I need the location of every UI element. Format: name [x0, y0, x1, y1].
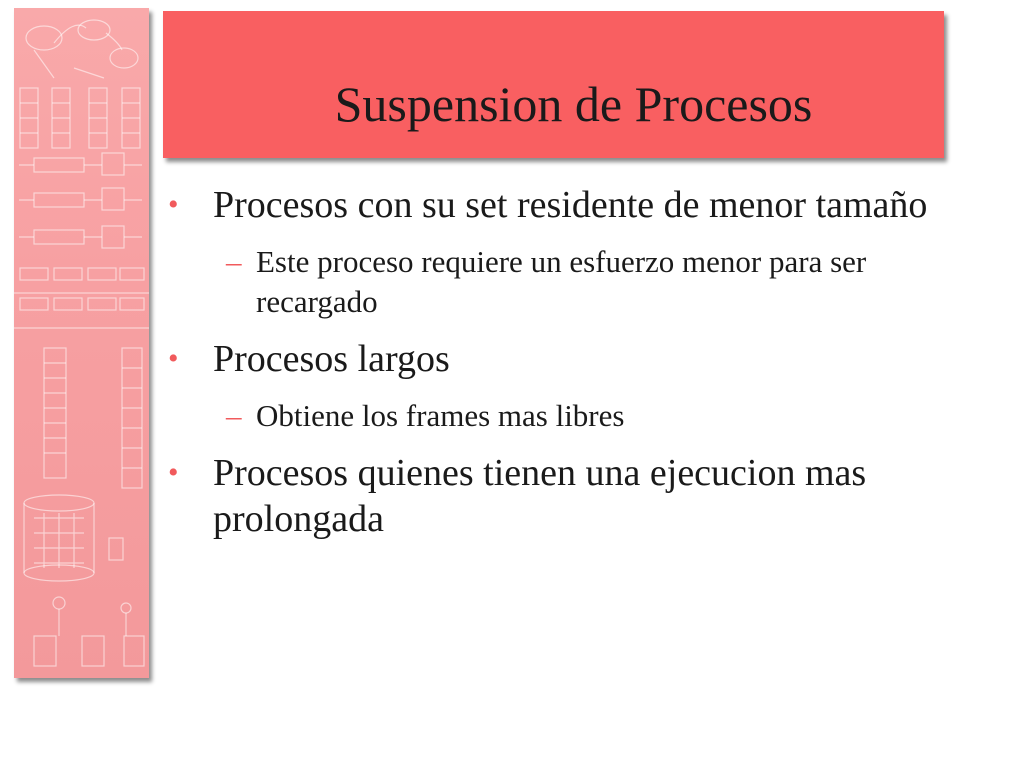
sub-bullet-item: [168, 396, 958, 436]
bullet-list: [168, 182, 958, 556]
sub-bullet-text: Este proceso requiere un esfuerzo menor para ser recargado: [256, 244, 867, 319]
sub-bullet-item: [168, 242, 958, 322]
bullet-marker: •: [168, 342, 179, 375]
background-diagram-graphic: [14, 8, 149, 678]
sub-bullet-marker: –: [226, 244, 242, 279]
side-diagram-panel: [14, 8, 149, 678]
bullet-item: [168, 182, 958, 228]
title-banner: [163, 11, 944, 158]
bullet-marker: •: [168, 188, 179, 221]
bullet-text: Procesos largos: [213, 338, 450, 380]
slide-title: Suspension de Procesos: [334, 76, 813, 132]
sub-bullet-marker: –: [226, 398, 242, 433]
bullet-item: [168, 450, 958, 542]
bullet-item: [168, 336, 958, 382]
bullet-marker: •: [168, 456, 179, 489]
bullet-text: Procesos con su set residente de menor tamaño: [213, 184, 928, 226]
bullet-text: Procesos quienes tienen una ejecucion mas prolongada: [213, 452, 867, 540]
sub-bullet-text: Obtiene los frames mas libres: [256, 398, 625, 433]
